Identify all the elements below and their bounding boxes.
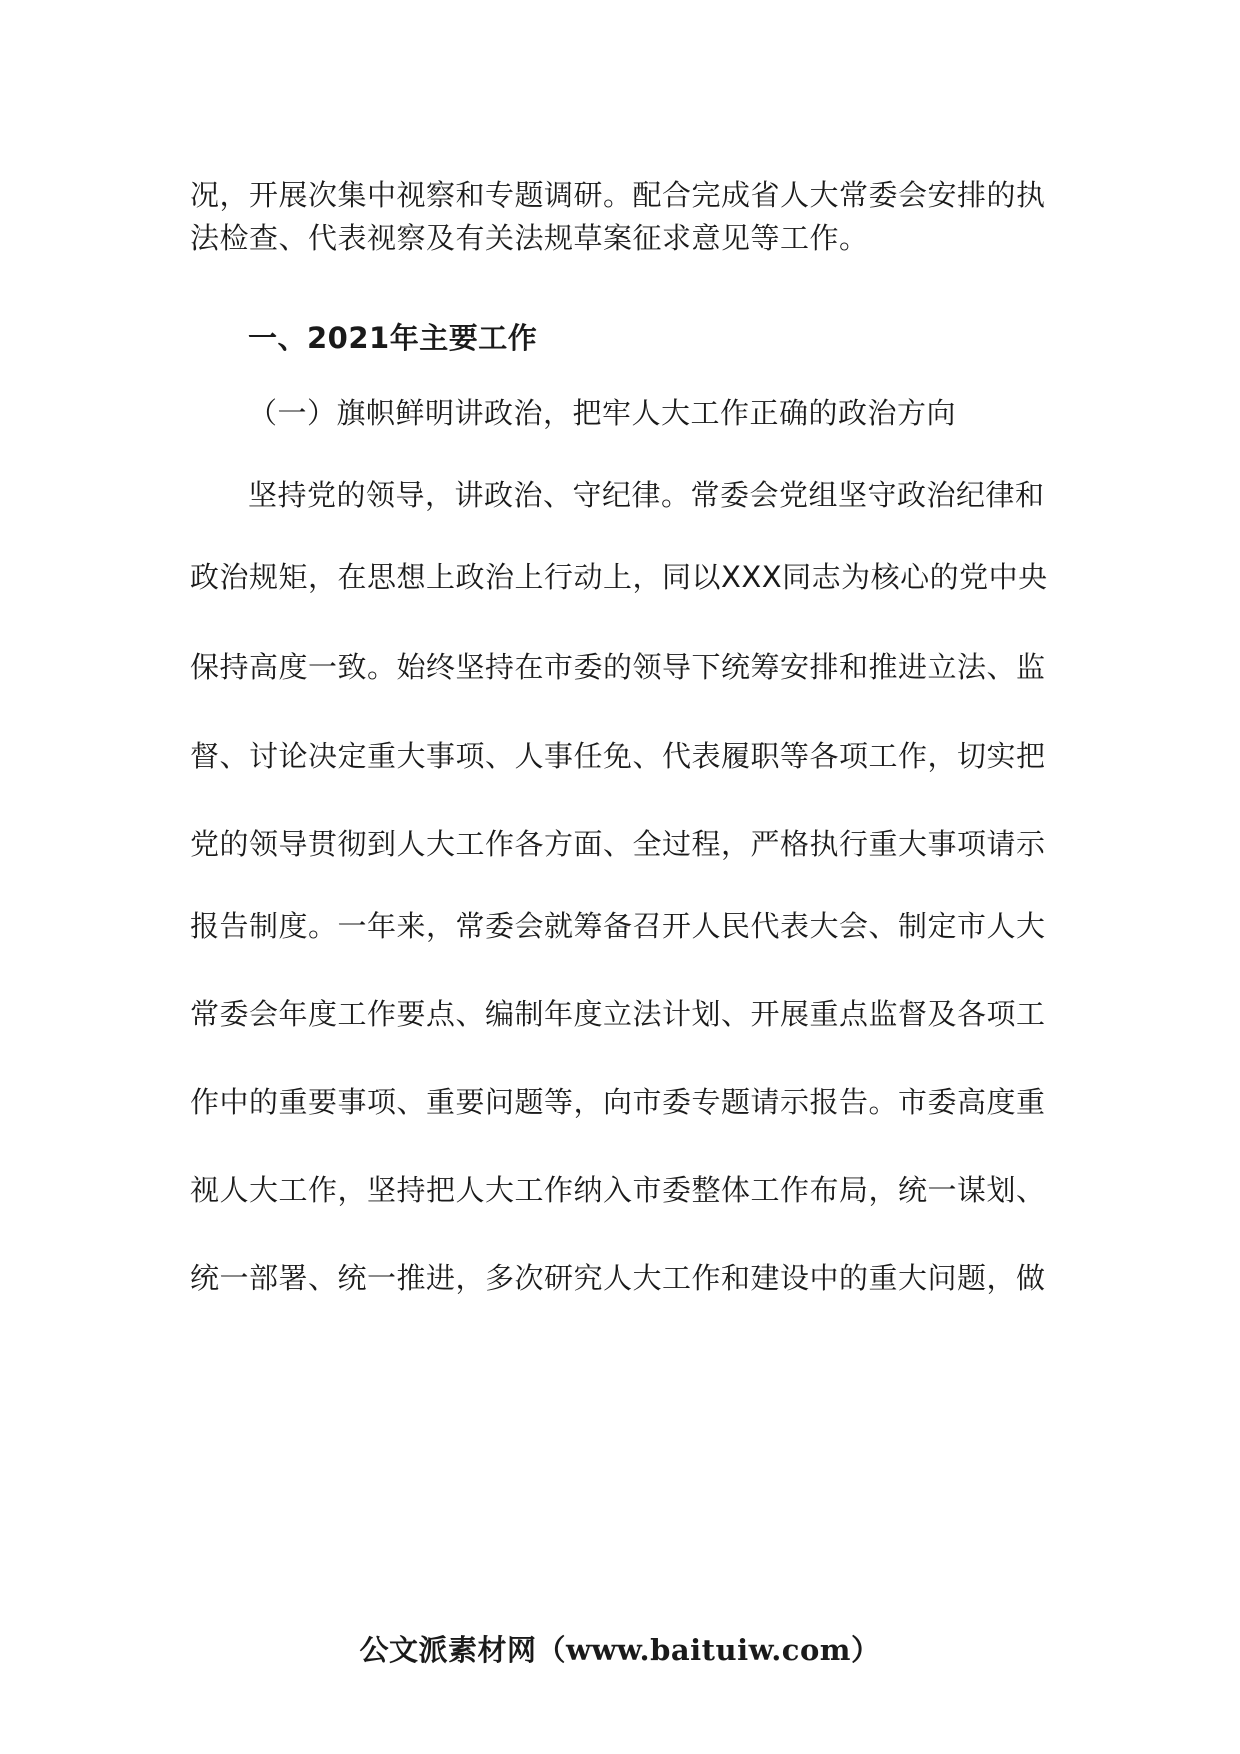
subsection-heading: （一）旗帜鲜明讲政治，把牢人大工作正确的政治方向 [248, 396, 957, 430]
body-line: 况，开展次集中视察和专题调研。配合完成省人大常委会安排的执 [190, 178, 1046, 212]
body-line: 坚持党的领导，讲政治、守纪律。常委会党组坚守政治纪律和 [248, 478, 1045, 512]
body-line: 统一部署、统一推进，多次研究人大工作和建设中的重大问题，做 [190, 1261, 1046, 1295]
footer-watermark-text: 公文派素材网（www.baituiw.com） [359, 1633, 881, 1667]
body-line: 报告制度。一年来，常委会就筹备召开人民代表大会、制定市人大 [190, 909, 1046, 943]
body-line: 保持高度一致。始终坚持在市委的领导下统筹安排和推进立法、监 [190, 650, 1046, 684]
body-line: 督、讨论决定重大事项、人事任免、代表履职等各项工作，切实把 [190, 739, 1046, 773]
body-line: 法检查、代表视察及有关法规草案征求意见等工作。 [190, 221, 869, 255]
body-line: 政治规矩，在思想上政治上行动上，同以XXX同志为核心的党中央 [190, 560, 1048, 594]
body-line: 党的领导贯彻到人大工作各方面、全过程，严格执行重大事项请示 [190, 827, 1046, 861]
body-line: 作中的重要事项、重要问题等，向市委专题请示报告。市委高度重 [190, 1085, 1046, 1119]
body-line: 常委会年度工作要点、编制年度立法计划、开展重点监督及各项工 [190, 997, 1046, 1031]
section-heading: 一、2021年主要工作 [248, 321, 538, 355]
body-line: 视人大工作，坚持把人大工作纳入市委整体工作布局，统一谋划、 [190, 1173, 1046, 1207]
